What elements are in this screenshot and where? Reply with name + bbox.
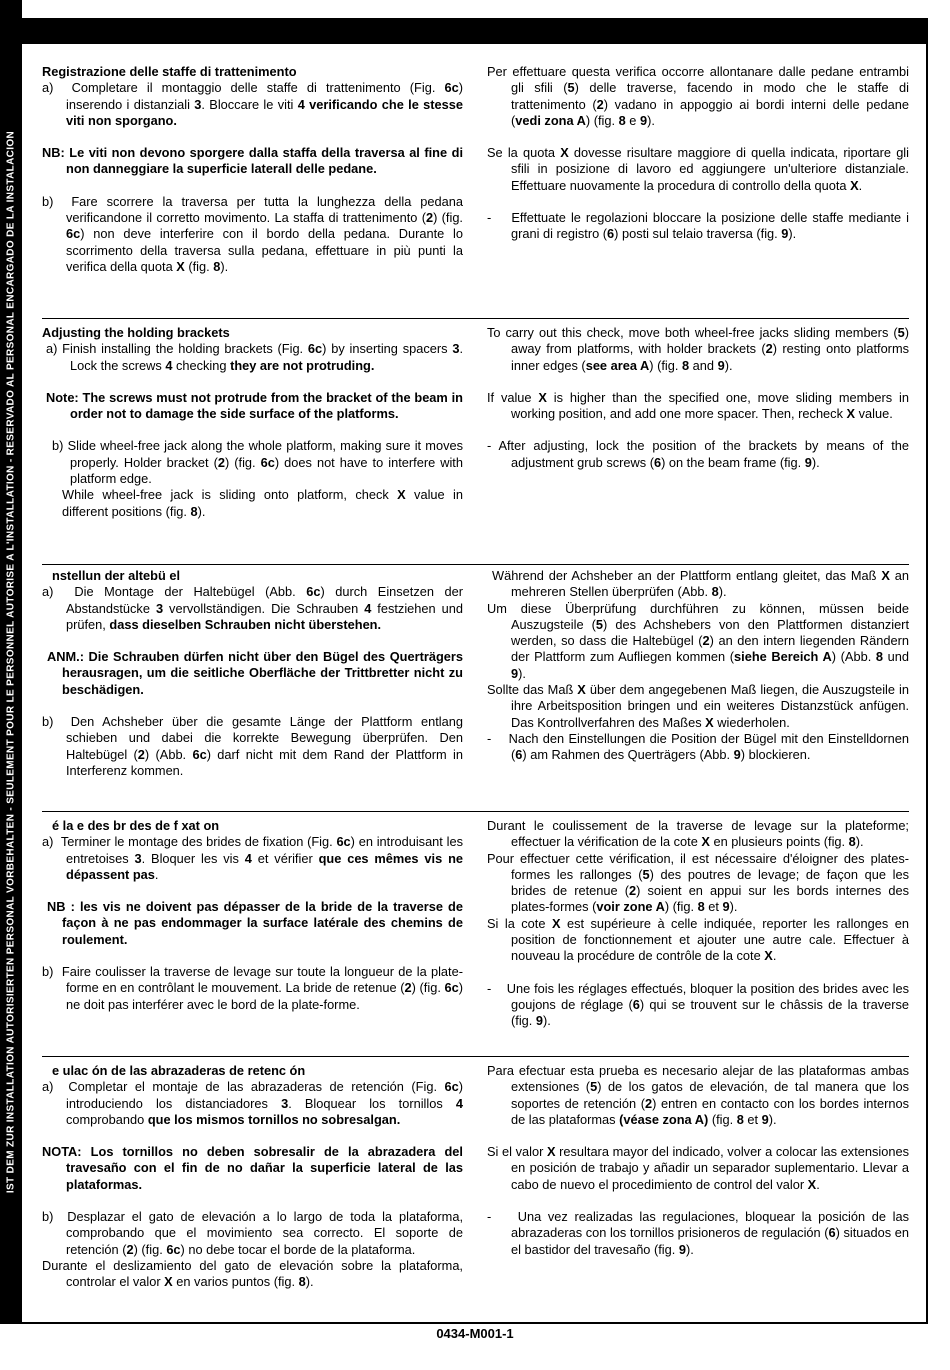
italian-left-column xyxy=(42,64,463,275)
italian-step-b: b) Fare scorrere la traversa per tutta la lunghezza della pedana verificandone il corretto movimento. La staffa di trattenimento (2) (fig. 6c) non deve interferire con il bordo della pedana. Durante lo scorrimento della traversa sulla pedana, effettuare in più punti la verifica della quota X (fig. 8). xyxy=(42,193,463,274)
english-step-b: b) Slide wheel-free jack along the whole platform, making sure it moves properly. Holder bracket (2) (fig. 6c) does not have to interfere with platform edge. xyxy=(52,438,463,487)
german-step-a: a) Die Montage der Haltebügel (Abb. 6c) durch Einsetzen der Abstandstücke 3 vervollständigen. Die Schrauben 4 festziehen und prüfen, dass dieselben Schrauben nicht überstehen. xyxy=(42,584,463,632)
spanish-lock-step: - Una vez realizadas las regulaciones, bloquear la posición de las abrazaderas con los tornillos prisioneros de regulación (6) situados en el bastidor del travesaño (fig. 9). xyxy=(487,1209,909,1257)
section-divider xyxy=(42,1056,909,1057)
spanish-sliding-check: Durante el deslizamiento del gato de elevación sobre la plataforma, controlar el valor X en varios puntos (fig. 8). xyxy=(42,1257,463,1290)
italian-right-column xyxy=(487,64,909,243)
french-title: é la e des br des de f xat on xyxy=(52,818,220,833)
french-sliding-check: Durant le coulissement de la traverse de levage sur la plateforme; effectuer la vérification de la cote X en plusieurs points (fig. 8). xyxy=(487,818,909,850)
english-left-column xyxy=(42,325,463,520)
french-right-column xyxy=(487,818,909,1030)
german-note: ANM.: Die Schrauben dürfen nicht über den Bügel des Querträgers herausragen, um die seitliche Oberfläche der Trittbretter nicht zu beschädigen. xyxy=(47,649,463,697)
sidebar-band xyxy=(0,0,22,1324)
spanish-note: NOTA: Los tornillos no deben sobresalir de la abrazadera del travesaño con el fin de no dañar la superficie lateral de las plataformas. xyxy=(42,1144,463,1192)
italian-title: Registrazione delle staffe di trattenimento xyxy=(42,64,297,79)
section-divider xyxy=(42,318,909,319)
spanish-right-column xyxy=(487,1063,909,1258)
french-note: NB : les vis ne doivent pas dépasser de la bride de la traverse de façon à ne pas endommager la surface latérale des chemins de roulement. xyxy=(47,899,463,947)
spanish-title: e ulac ón de las abrazaderas de retenc ón xyxy=(52,1063,306,1078)
document-code: 0434-M001-1 xyxy=(436,1326,514,1341)
spanish-value-check: Si el valor X resultara mayor del indicado, volver a colocar las extensiones en posición de trabajo y añadir un separador suplementario. Llevar a cabo de nuevo el procedimiento de control del valor X. xyxy=(487,1144,909,1192)
german-value-check: Sollte das Maß X über dem angegebenen Maß liegen, die Auszugsteile in ihre Arbeitsposition bringen und ein weiteres Distanzstück anfügen. Das Kontrollverfahren des Maßes X wiederholen. xyxy=(487,682,909,730)
italian-lock-step: - Effettuate le regolazioni bloccare la posizione delle staffe mediante i grani di registro (6) posti sul telaio traversa (fig. 9). xyxy=(487,210,909,242)
spanish-step-a: a) Completar el montaje de las abrazaderas de retención (Fig. 6c) introduciendo los distanciadores 3. Bloquear los tornillos 4 comprobando que los mismos tornillos no sobresalgan. xyxy=(42,1079,463,1127)
german-step-b: b) Den Achsheber über die gesamte Länge der Plattform entlang schieben und dabei die korrekte Bewegung überprüfen. Den Haltebügel (2) (Abb. 6c) darf nicht mit dem Rand der Plattform in Interferenz kommen. xyxy=(42,714,463,778)
italian-step-a: a) Completare il montaggio delle staffe di trattenimento (Fig. 6c) inserendo i distanziali 3. Bloccare le viti 4 verificando che le stesse viti non sporgano. xyxy=(42,80,463,128)
english-check-procedure: To carry out this check, move both wheel-free jacks sliding members (5) away from platforms, with holder brackets (2) resting onto platforms inner edges (see area A) (fig. 8 and 9). xyxy=(487,325,910,373)
english-value-check: If value X is higher than the specified one, move sliding members in working position, and add one more spacer. Then, recheck X value. xyxy=(487,389,909,422)
section-divider xyxy=(42,564,909,565)
german-title: nstellun der altebü el xyxy=(52,568,180,583)
spanish-step-b: b) Desplazar el gato de elevación a lo largo de toda la plataforma, comprobando que el movimiento sea correcto. El soporte de retención (2) (fig. 6c) no debe tocar el borde de la plataforma. xyxy=(42,1209,463,1257)
english-lock-step: - After adjusting, lock the position of the brackets by means of the adjustment grub screws (6) on the beam frame (fig. 9). xyxy=(487,438,909,470)
english-note: Note: The screws must not protrude from the bracket of the beam in order not to damage the side surface of the platforms. xyxy=(46,389,463,422)
german-sliding-check: Während der Achsheber an der Plattform entlang gleitet, das Maß X an mehreren Stellen überprüfen (Abb. 8). xyxy=(492,568,909,600)
french-check-procedure: Pour effectuer cette vérification, il est nécessaire d'éloigner des plates-formes les rallonges (5) des poutres de levage; de façon que les brides de retenue (2) soient en appui sur les bords internes des plates-formes (voir zone A) (fig. 8 et 9). xyxy=(487,850,910,915)
english-title: Adjusting the holding brackets xyxy=(42,325,230,340)
french-left-column xyxy=(42,818,463,1013)
english-step-b-check: While wheel-free jack is sliding onto platform, check X value in different positions (fig. 8). xyxy=(62,487,463,519)
french-value-check: Si la cote X est supérieure à celle indiquée, reporter les rallonges en position de fonctionnement et ajouter une autre cale. Effectuer à nouveau la procédure de contrôle de la cote X. xyxy=(487,915,909,964)
spanish-check-procedure: Para efectuar esta prueba es necesario alejar de las plataformas ambas extensiones (5) de los gatos de elevación, de tal manera que los soportes de retención (2) entren en contacto con los bordes internos de las plataformas (véase zona A) (fig. 8 et 9). xyxy=(487,1063,909,1127)
german-right-column xyxy=(487,568,909,764)
english-right-column xyxy=(487,325,909,471)
german-check-procedure: Um diese Überprüfung durchführen zu können, müssen beide Auszugsteile (5) des Achshebers von den Plattformen distanziert werden, so dass die Haltebügel (2) an den intern liegenden Rändern der Plattform zum Aufliegen kommen (siehe Bereich A) (Abb. 8 und 9). xyxy=(487,600,910,681)
french-step-b: b) Faire coulisser la traverse de levage sur toute la longueur de la plate-forme en en contrôlant le mouvement. La bride de retenue (2) (fig. 6c) ne doit pas interférer avec le bord de la plate-forme. xyxy=(42,964,463,1012)
german-lock-step: - Nach den Einstellungen die Position der Bügel mit den Einstelldornen (6) am Rahmen des Querträgers (Abb. 9) blockieren. xyxy=(487,730,909,763)
italian-value-check: Se la quota X dovesse risultare maggiore di quella indicata, riportare gli sfili in posizione di lavoro ed aggiungere un'ulteriore distanziale. Effettuare nuovamente la procedura di controllo della quota X. xyxy=(487,145,909,193)
spanish-left-column xyxy=(42,1063,463,1291)
header-bar xyxy=(22,18,928,44)
english-step-a: a) Finish installing the holding brackets (Fig. 6c) by inserting spacers 3. Lock the screws 4 checking they are not protruding. xyxy=(46,341,463,373)
german-left-column xyxy=(42,568,463,779)
italian-check-procedure: Per effettuare questa verifica occorre allontanare dalle pedane entrambi gli sfili (5) delle traverse, facendo in modo che le staffe di trattenimento (2) vadano in appoggio ai bordi interni delle pedane (vedi zona A) (fig. 8 e 9). xyxy=(487,64,909,128)
section-divider xyxy=(42,811,909,812)
french-step-a: a) Terminer le montage des brides de fixation (Fig. 6c) en introduisant les entretoises 3. Bloquer les vis 4 et vérifier que ces mêmes vis ne dépassent pas. xyxy=(42,834,463,882)
italian-note: NB: Le viti non devono sporgere dalla staffa della traversa al fine di non danneggiare la superficie laterall delle pedane. xyxy=(42,145,463,177)
sidebar-notice: IST DEM ZUR INSTALLATION AUTORISIERTEN PERSONAL VORBEHALTEN - SEULEMENT POUR LE PERSONNEL AUTORISE A L'INSTALLATION - RESERVADO AL PERSONAL ENCARGADO DE LA INSTALACION xyxy=(5,130,17,1194)
french-lock-step: - Une fois les réglages effectués, bloquer la position des brides avec les goujons de réglage (6) qui se trouvent sur le châssis de la traverse (fig. 9). xyxy=(487,980,909,1029)
